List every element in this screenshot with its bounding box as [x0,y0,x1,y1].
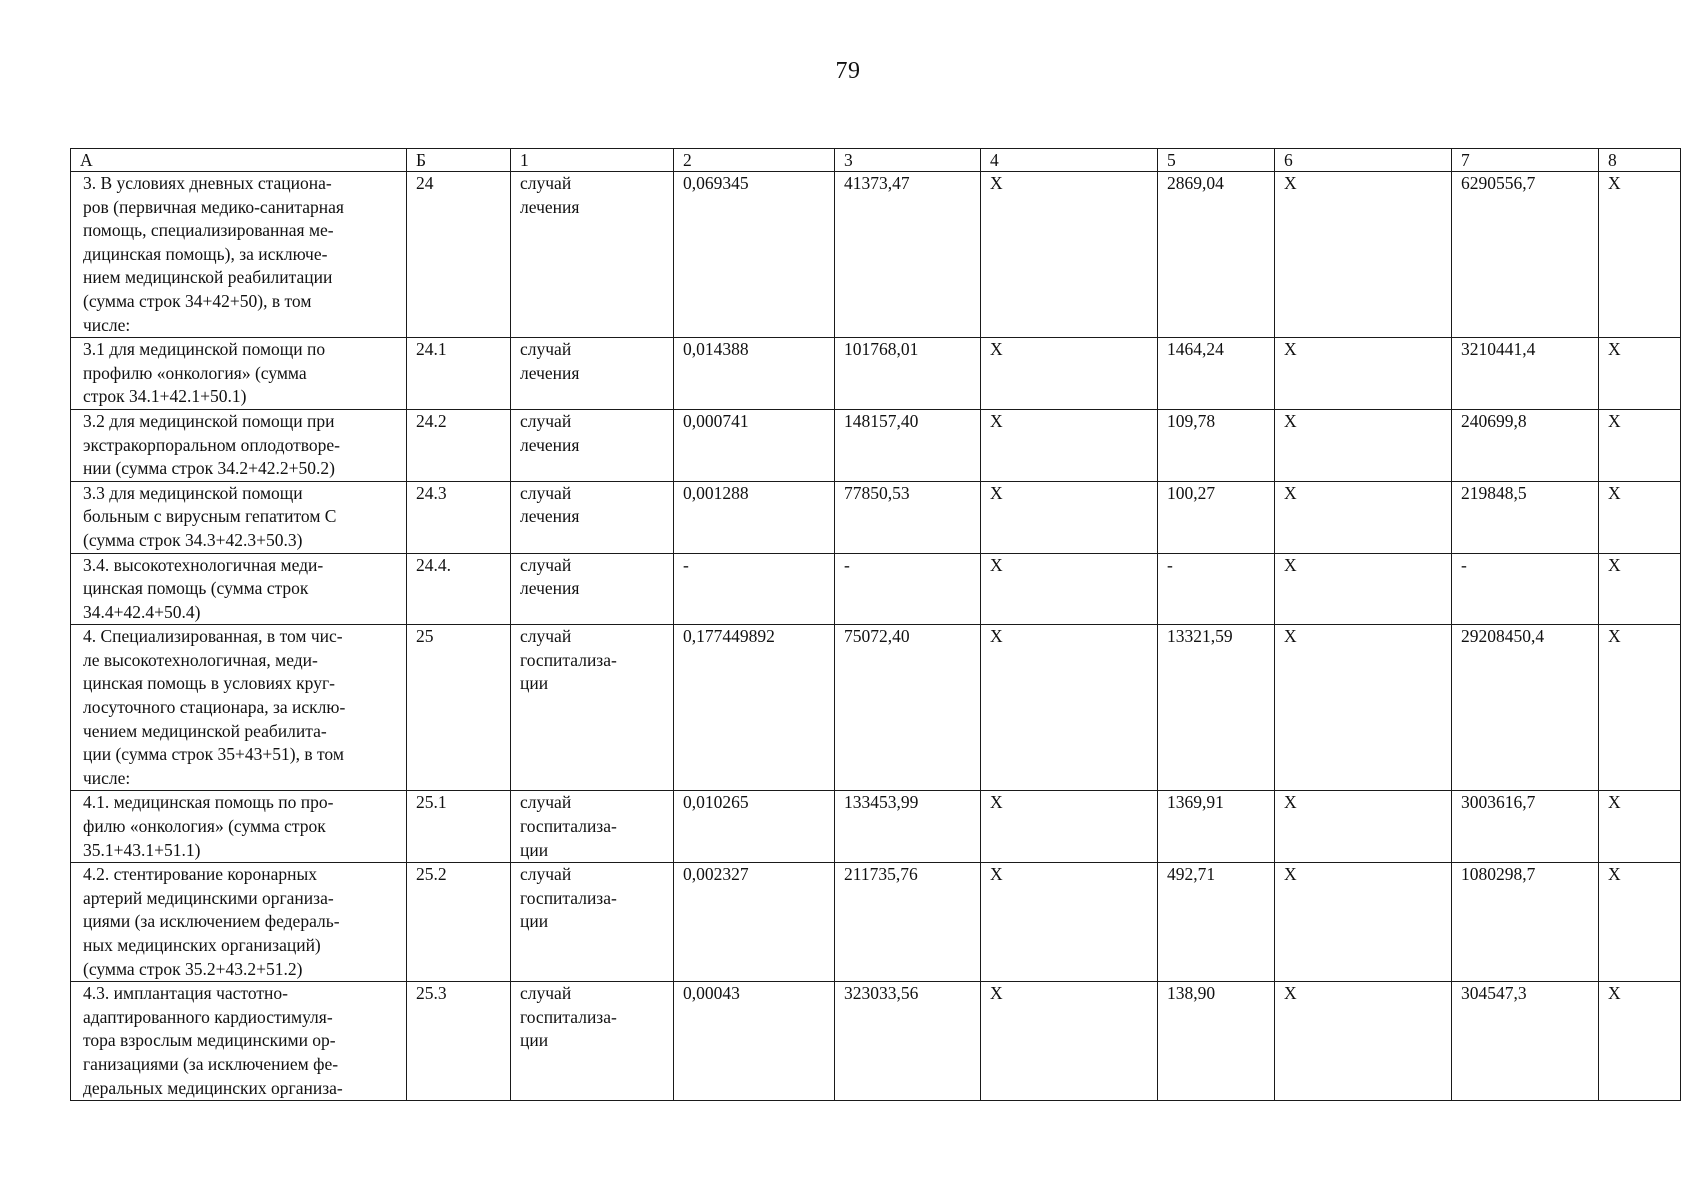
table-cell: 148157,40 [835,409,981,481]
table-cell: Х [1275,553,1452,625]
row-description: 3.2 для медицинской помощи при экстракорпоральном оплодотворе- нии (сумма строк 34.2+42.2+50.2) [71,409,407,481]
table-cell: 1464,24 [1158,338,1275,410]
table-cell: 25.2 [407,863,511,982]
header-row [71,149,1681,172]
table-cell: 24.1 [407,338,511,410]
table-cell: 101768,01 [835,338,981,410]
table-cell: 211735,76 [835,863,981,982]
table-cell: 1369,91 [1158,791,1275,863]
table-cell: 29208450,4 [1452,625,1599,791]
row-description: 4.2. стентирование коронарных артерий медицинскими организа- циями (за исключением федераль- ных медицинских организаций) (сумма строк 35.2+43.2+51.2) [71,863,407,982]
table-cell: Х [1275,338,1452,410]
table-cell: Х [1275,791,1452,863]
column-header: 7 [1452,149,1599,172]
table-cell: - [835,553,981,625]
table-cell: случай госпитализа- ции [511,625,674,791]
table-cell: 0,177449892 [674,625,835,791]
table-cell: 109,78 [1158,409,1275,481]
table-cell: 25.1 [407,791,511,863]
table-cell: Х [1275,625,1452,791]
data-table [70,148,1681,1101]
column-header: 3 [835,149,981,172]
table-cell: Х [981,338,1158,410]
table-cell: 492,71 [1158,863,1275,982]
column-header: Б [407,149,511,172]
table-cell: 304547,3 [1452,982,1599,1101]
row-description: 4. Специализированная, в том чис- ле высокотехнологичная, меди- цинская помощь в условиях круг- лосуточного стационара, за исклю- чением медицинской реабилита- ции (сумма строк 35+43+51), в том числе: [71,625,407,791]
table-row [71,481,1681,553]
table-cell: Х [1275,409,1452,481]
table-cell: случай госпитализа- ции [511,791,674,863]
table-row [71,982,1681,1101]
row-description: 3.3 для медицинской помощи больным с вирусным гепатитом С (сумма строк 34.3+42.3+50.3) [71,481,407,553]
table-cell: Х [981,982,1158,1101]
table-cell: случай лечения [511,172,674,338]
table-cell: случай лечения [511,553,674,625]
table-cell: Х [1599,625,1681,791]
table-cell: 0,069345 [674,172,835,338]
column-header: 6 [1275,149,1452,172]
table-cell: Х [981,481,1158,553]
table-cell: 323033,56 [835,982,981,1101]
table-cell: 24.3 [407,481,511,553]
table-cell: Х [1599,338,1681,410]
table-cell: Х [981,863,1158,982]
table-row [71,863,1681,982]
table-cell: случай госпитализа- ции [511,863,674,982]
column-header: 2 [674,149,835,172]
table-cell: Х [1275,481,1452,553]
table-cell: 138,90 [1158,982,1275,1101]
table-cell: 100,27 [1158,481,1275,553]
table-cell: 41373,47 [835,172,981,338]
column-header: 1 [511,149,674,172]
table-row [71,791,1681,863]
table-cell: 24.2 [407,409,511,481]
table-cell: Х [981,172,1158,338]
table-cell: Х [1599,172,1681,338]
table-cell: Х [1599,863,1681,982]
table-cell: Х [1599,553,1681,625]
table-cell: случай лечения [511,409,674,481]
table-cell: - [674,553,835,625]
table-cell: 0,001288 [674,481,835,553]
row-description: 4.1. медицинская помощь по про- филю «онкология» (сумма строк 35.1+43.1+51.1) [71,791,407,863]
table-cell: 0,000741 [674,409,835,481]
table-cell: случай лечения [511,481,674,553]
row-description: 3. В условиях дневных стациона- ров (первичная медико-санитарная помощь, специализированная ме- дицинская помощь), за исключе- нием медицинской реабилитации (сумма строк 34+42+50), в том числе: [71,172,407,338]
table-cell: Х [1599,481,1681,553]
table-cell: 133453,99 [835,791,981,863]
table-cell: Х [1599,409,1681,481]
table-cell: 24 [407,172,511,338]
table-cell: 3210441,4 [1452,338,1599,410]
column-header: А [71,149,407,172]
table-cell: Х [981,409,1158,481]
table-cell: случай госпитализа- ции [511,982,674,1101]
table-cell: Х [981,791,1158,863]
table-cell: 24.4. [407,553,511,625]
column-header: 8 [1599,149,1681,172]
table-cell: случай лечения [511,338,674,410]
table-cell: 13321,59 [1158,625,1275,791]
table-row [71,338,1681,410]
table-row [71,625,1681,791]
table-cell: 25 [407,625,511,791]
table-cell: 2869,04 [1158,172,1275,338]
table-cell: - [1158,553,1275,625]
table-row [71,409,1681,481]
table-cell: 0,002327 [674,863,835,982]
table-cell: 0,010265 [674,791,835,863]
table-cell: Х [1275,982,1452,1101]
table-cell: 240699,8 [1452,409,1599,481]
page-number: 79 [835,58,861,84]
table-row [71,172,1681,338]
table-cell: 77850,53 [835,481,981,553]
row-description: 3.1 для медицинской помощи по профилю «онкология» (сумма строк 34.1+42.1+50.1) [71,338,407,410]
table-cell: 1080298,7 [1452,863,1599,982]
table-cell: 6290556,7 [1452,172,1599,338]
table-cell: 3003616,7 [1452,791,1599,863]
table-cell: Х [1275,172,1452,338]
table-cell: Х [981,553,1158,625]
table-cell: 0,014388 [674,338,835,410]
table-cell: Х [981,625,1158,791]
row-description: 3.4. высокотехнологичная меди- цинская помощь (сумма строк 34.4+42.4+50.4) [71,553,407,625]
table-cell: 0,00043 [674,982,835,1101]
table-cell: 219848,5 [1452,481,1599,553]
table-row [71,553,1681,625]
table-cell: - [1452,553,1599,625]
column-header: 4 [981,149,1158,172]
table-cell: Х [1599,982,1681,1101]
table-cell: Х [1599,791,1681,863]
table-cell: 75072,40 [835,625,981,791]
column-header: 5 [1158,149,1275,172]
table-cell: Х [1275,863,1452,982]
table-cell: 25.3 [407,982,511,1101]
row-description: 4.3. имплантация частотно- адаптированного кардиостимуля- тора взрослым медицинскими ор- ганизациями (за исключением фе- деральных медицинских организа- [71,982,407,1101]
